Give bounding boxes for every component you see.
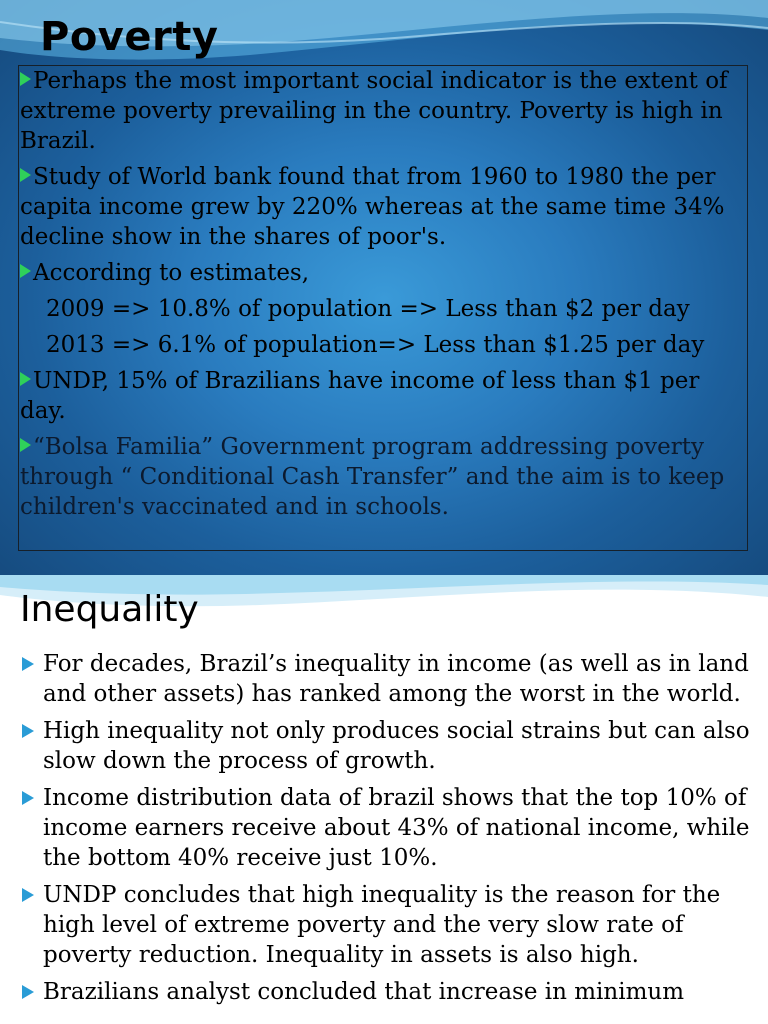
poverty-body xyxy=(20,66,748,528)
list-item xyxy=(22,977,762,1007)
arrow-bullet-icon xyxy=(20,264,31,278)
inequality-slide xyxy=(0,575,768,1024)
slide-title: Inequality xyxy=(20,589,199,630)
paragraph xyxy=(20,66,748,156)
estimate-line: 2013 => 6.1% of population=> Less than $1.25 per day xyxy=(46,332,705,358)
paragraph-text: UNDP, 15% of Brazilians have income of less than $1 per day. xyxy=(20,368,700,424)
arrow-bullet-icon xyxy=(20,168,31,182)
paragraph-text: Perhaps the most important social indicator is the extent of extreme poverty prevailing in the country. Poverty is high in Brazil. xyxy=(20,68,728,154)
paragraph xyxy=(20,258,748,288)
paragraph-text: According to estimates, xyxy=(33,260,310,286)
inequality-list xyxy=(22,649,762,1014)
paragraph xyxy=(20,432,748,522)
estimate-line: 2009 => 10.8% of population => Less than $2 per day xyxy=(46,296,690,322)
arrow-bullet-icon xyxy=(20,438,31,452)
list-item-text: UNDP concludes that high inequality is the reason for the high level of extreme poverty and the very slow rate of poverty reduction. Inequality in assets is also high. xyxy=(43,882,721,968)
list-item xyxy=(22,880,762,970)
arrow-bullet-icon xyxy=(22,657,34,671)
arrow-bullet-icon xyxy=(22,888,34,902)
arrow-bullet-icon xyxy=(22,791,34,805)
paragraph xyxy=(20,366,748,426)
arrow-bullet-icon xyxy=(22,724,34,738)
list-item-text: Brazilians analyst concluded that increase in minimum xyxy=(43,979,685,1005)
slide-title: Poverty xyxy=(40,14,219,60)
paragraph-text: Study of World bank found that from 1960 to 1980 the per capita income grew by 220% whereas at the same time 34% decline show in the shares of poor's. xyxy=(20,164,725,250)
list-item-text: High inequality not only produces social strains but can also slow down the process of growth. xyxy=(43,718,750,774)
list-item xyxy=(22,649,762,709)
paragraph-text: “Bolsa Familia” Government program addressing poverty through “ Conditional Cash Transfer” and the aim is to keep children's vaccinated and in schools. xyxy=(20,434,725,520)
arrow-bullet-icon xyxy=(20,372,31,386)
paragraph xyxy=(20,162,748,252)
list-item-text: Income distribution data of brazil shows that the top 10% of income earners receive about 43% of national income, while the bottom 40% receive just 10%. xyxy=(43,785,750,871)
arrow-bullet-icon xyxy=(22,985,34,999)
list-item xyxy=(22,716,762,776)
list-item-text: For decades, Brazil’s inequality in income (as well as in land and other assets) has ranked among the worst in the world. xyxy=(43,651,749,707)
list-item xyxy=(22,783,762,873)
arrow-bullet-icon xyxy=(20,72,31,86)
